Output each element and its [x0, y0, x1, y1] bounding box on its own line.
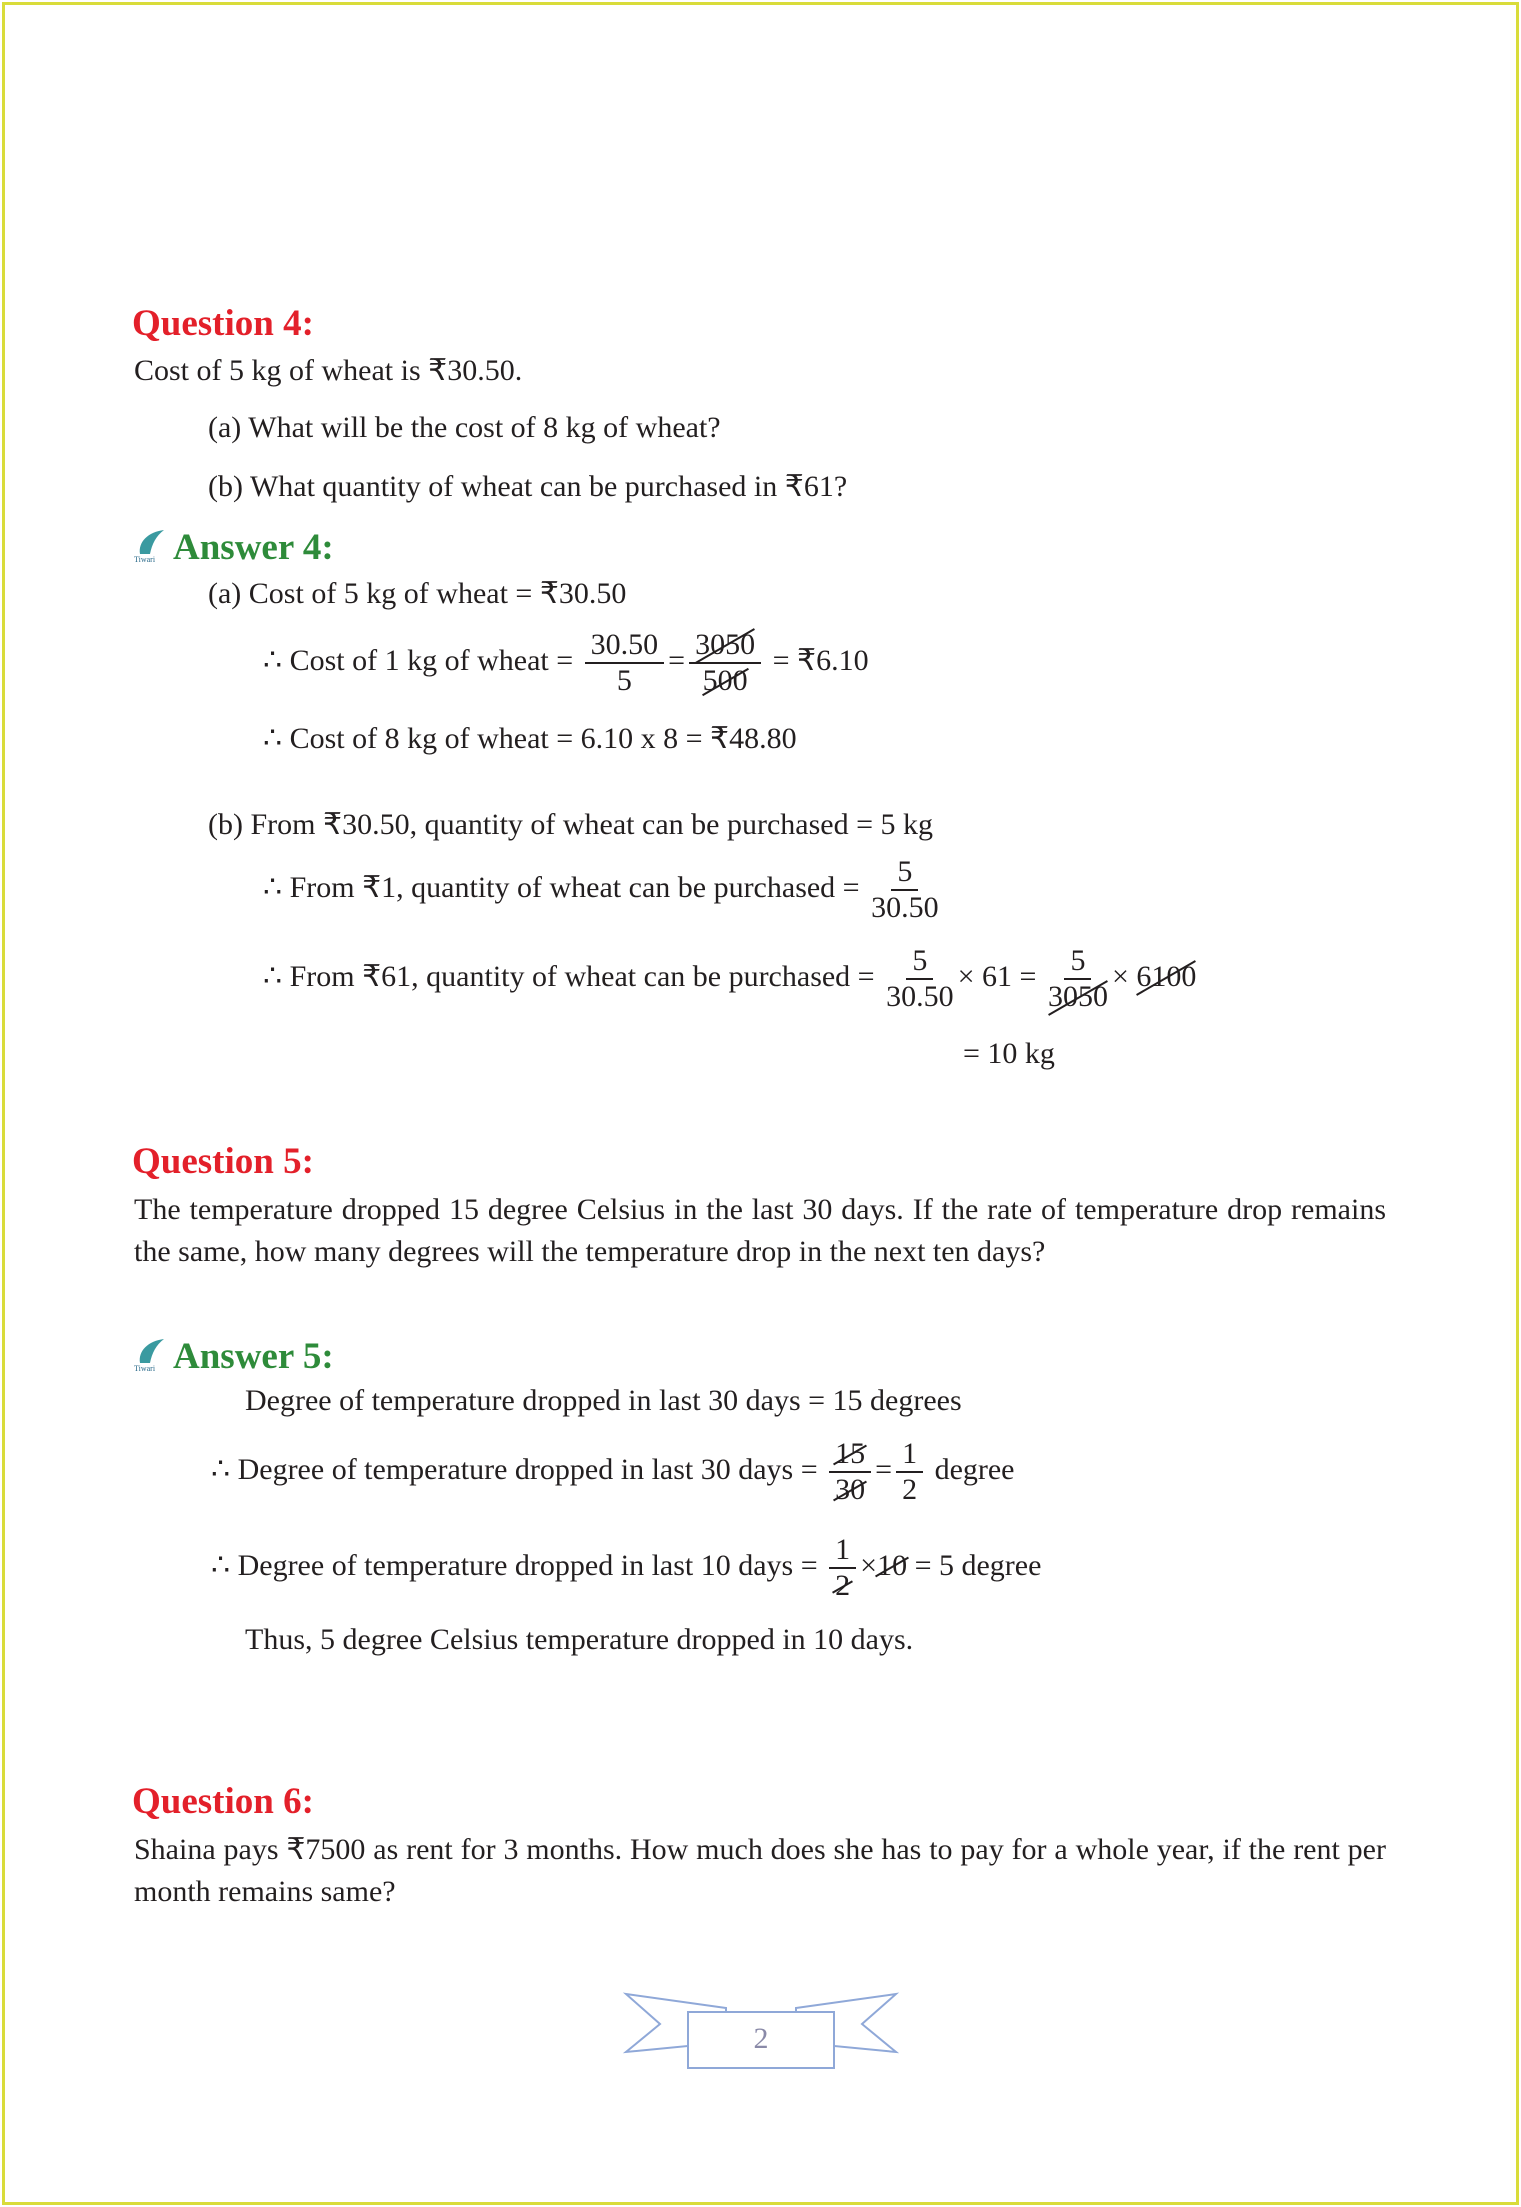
fraction — [829, 1437, 871, 1507]
answer-4-result: = 10 kg — [963, 1037, 1055, 1070]
answer-5-conclusion: Thus, 5 degree Celsius temperature dropped in 10 days. — [245, 1623, 914, 1656]
text: ∴ From ₹1, quantity of wheat can be purchased = — [263, 870, 860, 904]
struck-numerator: 15 — [835, 1437, 866, 1470]
text: ∴ Cost of 1 kg of wheat = — [263, 643, 574, 677]
struck-denominator: 2 — [835, 1569, 851, 1602]
svg-text:Tiwari: Tiwari — [134, 555, 156, 564]
text: ∴ Degree of temperature dropped in last 10 days = — [211, 1548, 818, 1582]
unit: degree — [934, 1452, 1015, 1486]
struck-value: 10 — [877, 1548, 908, 1582]
fraction — [886, 944, 954, 1014]
answer-4-cost-1kg — [263, 628, 869, 698]
text: ∴ From ₹61, quantity of wheat can be purchased = — [263, 959, 875, 993]
question-4-part-b: (b) What quantity of wheat can be purchased in ₹61? — [208, 470, 848, 503]
denominator: 30.50 — [871, 891, 939, 924]
question-5-heading: Question 5: — [132, 1141, 314, 1182]
fraction — [829, 1533, 856, 1603]
tiwari-logo-icon — [134, 1337, 166, 1373]
denominator: 5 — [616, 664, 632, 697]
fraction — [689, 628, 761, 698]
answer-5-line: Degree of temperature dropped in last 30 days = 15 degrees — [245, 1384, 962, 1417]
question-4-text: Cost of 5 kg of wheat is ₹30.50. — [134, 354, 523, 387]
answer-4-from-1 — [263, 855, 943, 925]
times: × — [860, 1548, 878, 1582]
answer-4-part-b: (b) From ₹30.50, quantity of wheat can be purchased = 5 kg — [208, 808, 933, 841]
numerator: 5 — [906, 944, 933, 980]
numerator: 5 — [891, 855, 918, 891]
equals: = — [668, 643, 686, 677]
answer-5-per-day — [211, 1437, 1015, 1507]
fraction — [585, 628, 665, 698]
page-number-badge — [616, 1990, 906, 2070]
numerator: 30.50 — [585, 628, 665, 664]
answer-5-ten-days — [211, 1533, 1041, 1603]
fraction — [896, 1437, 923, 1507]
times: × — [1111, 959, 1129, 993]
denominator: 30.50 — [886, 980, 954, 1013]
tiwari-logo-icon — [134, 528, 166, 564]
result: = ₹6.10 — [772, 643, 869, 677]
answer-4-heading: Answer 4: — [173, 527, 334, 568]
struck-numerator: 3050 — [695, 628, 756, 661]
question-6-text: Shaina pays ₹7500 as rent for 3 months. How much does she has to pay for a whole year, if the rent per month remains same? — [134, 1833, 1386, 1908]
answer-4-cost-8kg: ∴ Cost of 8 kg of wheat = 6.10 x 8 = ₹48.80 — [263, 722, 797, 755]
numerator: 1 — [896, 1437, 923, 1473]
result: = 5 degree — [914, 1548, 1042, 1582]
times-61: × 61 = — [957, 959, 1037, 993]
fraction — [871, 855, 939, 925]
denominator: 2 — [902, 1473, 918, 1506]
struck-denominator: 3050 — [1047, 980, 1108, 1013]
answer-4-from-61 — [263, 944, 1196, 1014]
question-4-heading: Question 4: — [132, 303, 314, 344]
struck-value: 6100 — [1136, 959, 1197, 993]
struck-denominator: 30 — [835, 1473, 866, 1506]
answer-4-line: (a) Cost of 5 kg of wheat = ₹30.50 — [208, 577, 627, 610]
text: ∴ Degree of temperature dropped in last 30 days = — [211, 1452, 818, 1486]
struck-denominator: 500 — [702, 664, 748, 697]
numerator: 5 — [1064, 944, 1091, 980]
equals: = — [875, 1452, 893, 1486]
question-6-heading: Question 6: — [132, 1781, 314, 1822]
fraction — [1048, 944, 1108, 1014]
question-4-part-a: (a) What will be the cost of 8 kg of wheat? — [208, 411, 721, 444]
question-5-text: The temperature dropped 15 degree Celsius in the last 30 days. If the rate of temperature drop remains the same, how many degrees will the temperature drop in the next ten days? — [134, 1193, 1386, 1268]
answer-5-heading: Answer 5: — [173, 1336, 334, 1377]
svg-text:Tiwari: Tiwari — [134, 1364, 156, 1373]
page-number: 2 — [753, 2022, 769, 2055]
numerator: 1 — [829, 1533, 856, 1569]
